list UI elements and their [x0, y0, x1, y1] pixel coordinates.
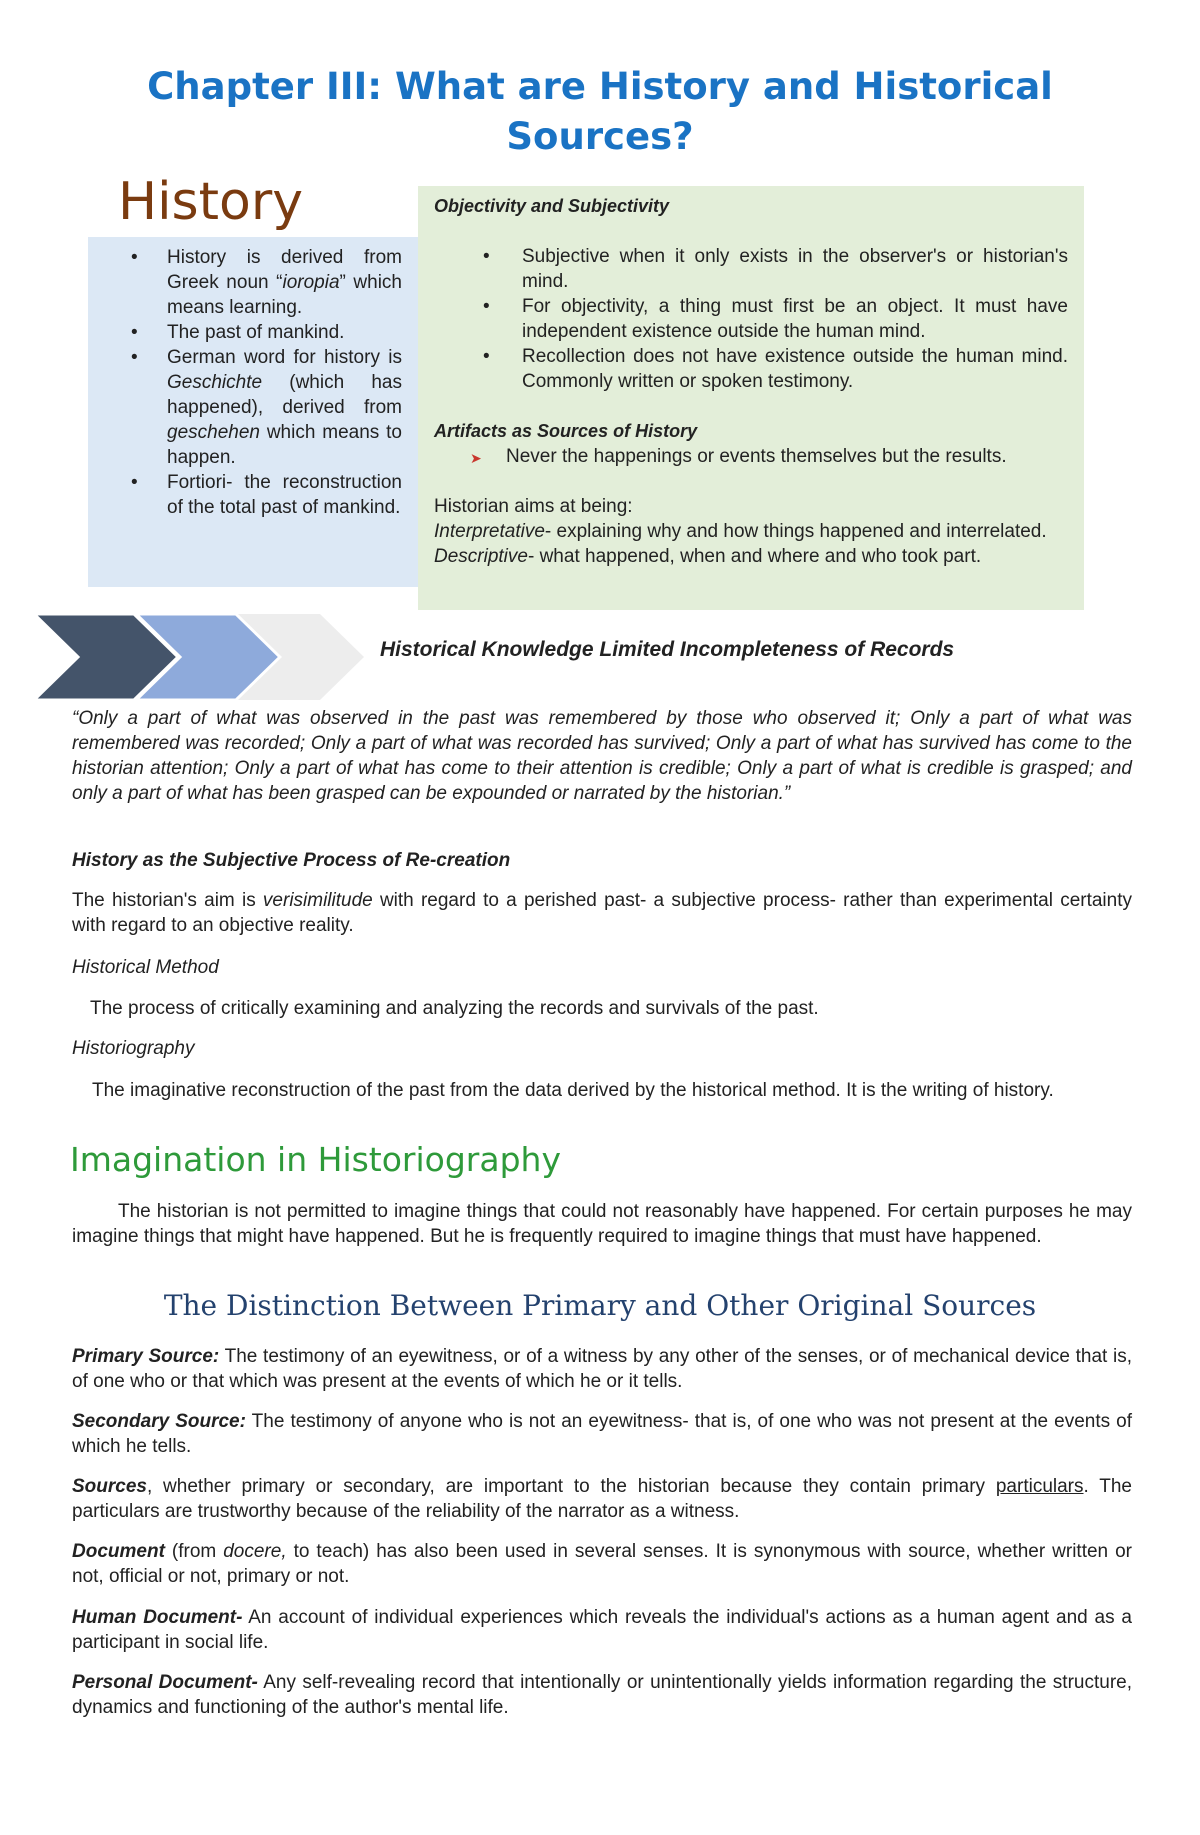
aims-intro: Historian aims at being: — [434, 496, 633, 517]
text: Fortiori- the reconstruction of the total past of mankind. — [167, 472, 402, 518]
history-heading: History — [118, 172, 303, 232]
bullet-icon: • — [131, 472, 138, 493]
term: Primary Source: — [72, 1346, 220, 1367]
sources-definition — [72, 1474, 1132, 1524]
text: with regard to a perished past- a subjective process- rather than experimental certainty with regard to an objective reality. — [72, 890, 1132, 936]
human-document-definition — [72, 1605, 1132, 1655]
text: (from — [164, 1541, 224, 1562]
bullet-icon: • — [131, 322, 138, 343]
underlined-term: particulars — [995, 1476, 1084, 1497]
incompleteness-quote: “Only a part of what was observed in the past was remembered by those who observed it; Only a part of what was remembered was recorded; Only a part of what was recorded has survived; Only a part of what has survived has come to the historian attention; Only a part of what has come to their attention is credible; Only a part of what is credible is grasped; and only a part of what has been grasped can be expounded or narrated by the historian.” — [72, 708, 1132, 804]
chapter-title: Chapter III: What are History and Historical Sources? — [147, 65, 1053, 158]
aims-descriptive — [434, 544, 1068, 569]
list-item — [88, 345, 402, 470]
text: The testimony of anyone who is not an eyewitness- that is, of one who was not present at the events of which he tells. — [72, 1411, 1133, 1457]
text: Any self-revealing record that intentionally or unintentionally yields information regarding the structure, dynamics and functioning of the author's mental life. — [72, 1672, 1132, 1718]
personal-document-definition — [72, 1670, 1132, 1720]
bullet-icon: • — [483, 296, 490, 317]
text: to teach) has also been used in several senses. It is synonymous with source, whether written or not, official or not, primary or not. — [72, 1541, 1132, 1587]
german-term: geschehen — [167, 422, 260, 443]
text: The testimony of an eyewitness, or of a witness by any other of the senses, or of mechanical device that is, of one who or that which was present at the events of which he or it tells. — [72, 1346, 1133, 1392]
list-item — [434, 244, 1068, 294]
subjective-paragraph — [72, 888, 1132, 938]
german-term: Geschichte — [167, 372, 263, 393]
distinction-heading: The Distinction Between Primary and Other Original Sources — [163, 1289, 1037, 1322]
text: German word for history is — [167, 347, 402, 368]
document-definition — [72, 1539, 1132, 1589]
text: Never the happenings or events themselves but the results. — [506, 446, 1007, 467]
term: Interpretative — [434, 521, 545, 542]
list-item — [434, 294, 1068, 344]
method-heading: Historical Method — [72, 957, 219, 978]
secondary-source-definition — [72, 1409, 1132, 1459]
text: , whether primary or secondary, are important to the historian because they contain primary — [146, 1476, 996, 1497]
artifacts-heading: Artifacts as Sources of History — [434, 421, 698, 441]
objectivity-box — [418, 186, 1084, 610]
text: An account of individual experiences which reveals the individual's actions as a human agent and as a participant in social life. — [72, 1607, 1132, 1653]
list-item — [434, 444, 1068, 469]
objectivity-heading: Objectivity and Subjectivity — [434, 196, 670, 216]
list-item — [88, 245, 402, 320]
historiography-heading: Historiography — [72, 1038, 195, 1059]
text: History is derived from Greek noun “ — [167, 247, 402, 293]
historiography-paragraph: The imaginative reconstruction of the past from the data derived by the historical method. It is the writing of history. — [92, 1080, 1054, 1101]
list-item — [88, 470, 402, 520]
text: For objectivity, a thing must first be an object. It must have independent existence outside the human mind. — [522, 296, 1068, 342]
text: - what happened, when and where and who took part. — [527, 546, 982, 567]
term: Descriptive — [434, 546, 528, 567]
bullet-icon: • — [483, 346, 490, 367]
primary-source-definition — [72, 1344, 1132, 1394]
text: The historian's aim is — [72, 890, 263, 911]
term: Personal Document- — [72, 1672, 258, 1693]
term: verisimilitude — [262, 890, 373, 911]
objectivity-list — [434, 244, 1068, 394]
history-bullet-list — [88, 245, 402, 520]
bullet-icon: • — [131, 347, 138, 368]
imagination-paragraph: The historian is not permitted to imagine things that could not reasonably have happened. For certain purposes he may imagine things that might have happened. But he is frequently required to imagine things that must have happened. — [72, 1201, 1132, 1247]
arrow-bullet-icon: ➤ — [470, 450, 482, 466]
latin-term: docere, — [223, 1541, 287, 1562]
history-definition-box — [88, 237, 418, 587]
knowledge-heading: Historical Knowledge Limited Incompleteness of Records — [380, 638, 955, 661]
text: The past of mankind. — [167, 322, 345, 343]
text: which means to happen. — [167, 422, 402, 468]
chevron-graphic — [30, 612, 370, 702]
imagination-heading: Imagination in Historiography — [70, 1140, 561, 1179]
list-item — [434, 344, 1068, 394]
bullet-icon: • — [483, 246, 490, 267]
bullet-icon: • — [131, 247, 138, 268]
text: (which has happened), derived from — [167, 372, 402, 418]
term: Sources — [72, 1476, 147, 1497]
text: ” which means learning. — [167, 272, 402, 318]
artifacts-list — [434, 444, 1068, 469]
text: - explaining why and how things happened and interrelated. — [544, 521, 1047, 542]
aims-interpretative — [434, 519, 1068, 544]
term: Document — [72, 1541, 165, 1562]
list-item — [88, 320, 402, 345]
term: Secondary Source: — [72, 1411, 246, 1432]
method-paragraph: The process of critically examining and analyzing the records and survivals of the past. — [90, 998, 819, 1019]
text: Subjective when it only exists in the observer's or historian's mind. — [522, 246, 1068, 292]
text: . The particulars are trustworthy because of the reliability of the narrator as a witness. — [72, 1476, 1132, 1522]
text: Recollection does not have existence outside the human mind. Commonly written or spoken testimony. — [522, 346, 1068, 392]
term: Human Document- — [72, 1607, 243, 1628]
greek-term: ioropia — [282, 272, 340, 293]
subjective-heading: History as the Subjective Process of Re-creation — [72, 850, 511, 871]
